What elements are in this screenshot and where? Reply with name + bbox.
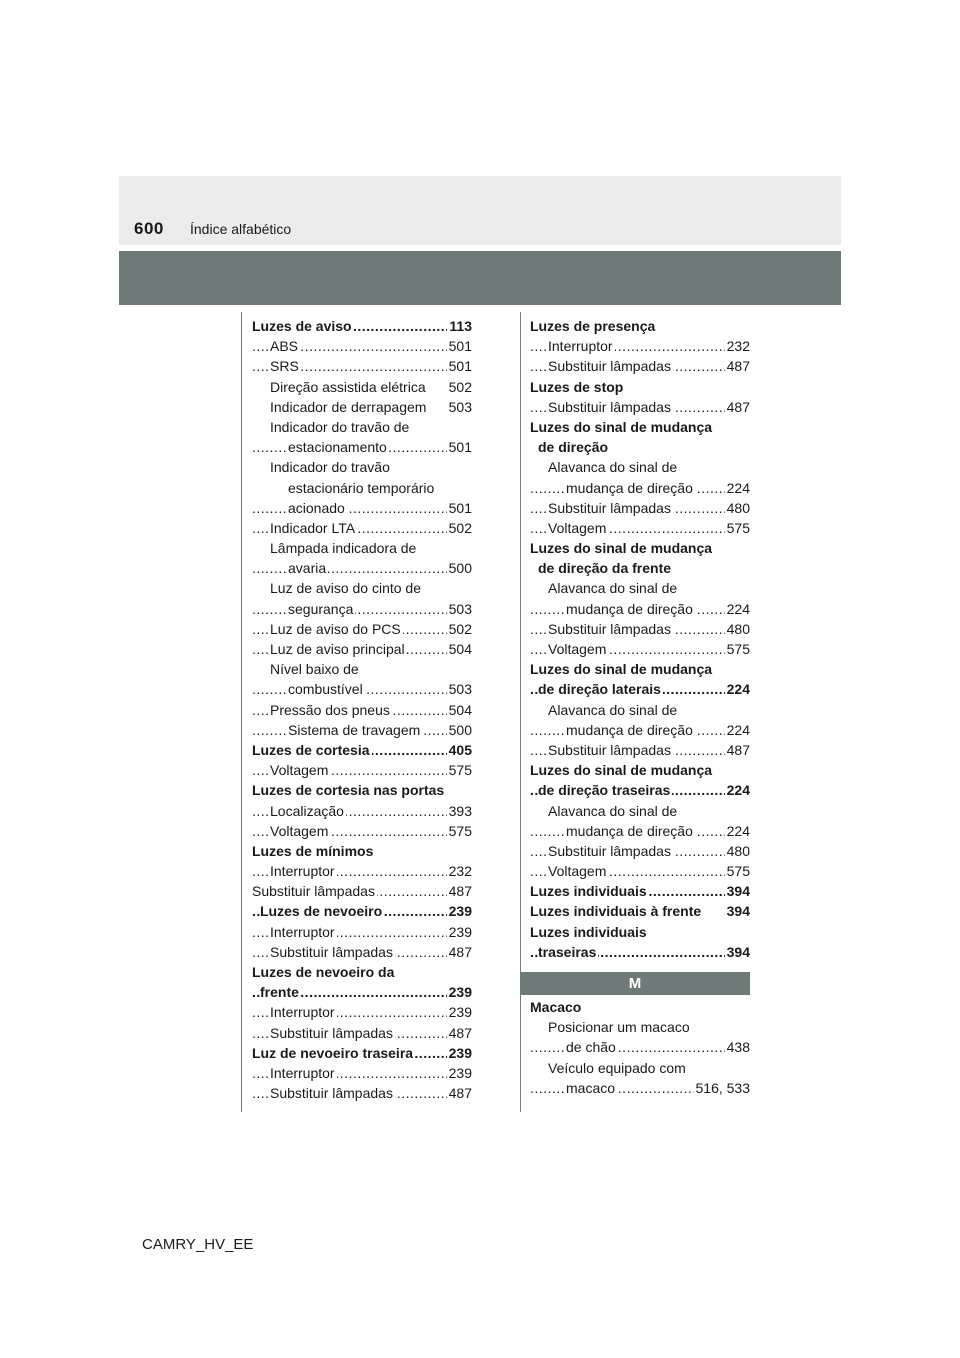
index-sub-entry <box>252 720 472 740</box>
index-sub-entry <box>252 1063 472 1083</box>
index-sub-entry <box>252 760 472 780</box>
entry-text: Veículo equipado com <box>548 1059 686 1076</box>
entry-text: Nível baixo de <box>270 661 359 678</box>
entry-text: SRS <box>270 358 299 375</box>
index-sub-entry <box>252 821 472 841</box>
index-sub-entry <box>252 377 472 397</box>
index-sub-entry <box>252 619 472 639</box>
index-heading-entry <box>530 377 750 397</box>
entry-page-number: 480 <box>725 498 750 518</box>
entry-page-number: 501 <box>447 336 472 356</box>
entry-text: Interruptor <box>270 1064 335 1081</box>
entry-page-number: 393 <box>447 801 472 821</box>
entry-text: Luzes de presença <box>530 318 656 334</box>
entry-text: segurança <box>288 600 354 617</box>
entry-text: Luzes individuais à frente <box>530 903 702 920</box>
entry-page-number: 487 <box>447 942 472 962</box>
right-index-column <box>530 316 750 1098</box>
index-sub-entry <box>252 578 472 598</box>
entry-text: Direção assistida elétrica <box>270 378 426 395</box>
index-heading-entry <box>530 901 750 921</box>
left-index-column <box>252 316 472 1103</box>
index-sub-entry <box>252 478 472 498</box>
entry-text: Interruptor <box>548 338 613 355</box>
entry-text: Luzes do sinal de mudança <box>530 418 713 435</box>
index-sub-entry <box>530 356 750 376</box>
entry-text: Indicador LTA <box>270 519 356 536</box>
index-sub-entry <box>252 558 472 578</box>
entry-text: Luzes do sinal de mudança <box>530 762 713 779</box>
entry-text: mudança de direção <box>566 721 693 738</box>
entry-text: Substituir lâmpadas <box>270 1024 393 1041</box>
entry-page-number: 504 <box>447 639 472 659</box>
index-sub-entry <box>252 397 472 417</box>
entry-page-number: 405 <box>447 740 472 760</box>
entry-text: estacionamento <box>288 439 387 456</box>
index-sub-entry <box>252 659 472 679</box>
entry-page-number: 504 <box>447 700 472 720</box>
index-sub-entry <box>252 700 472 720</box>
entry-text: Luzes de aviso <box>252 318 352 334</box>
index-sub-entry <box>252 457 472 477</box>
entry-page-number: 239 <box>447 1002 472 1022</box>
entry-text: Sistema de travagem <box>288 721 421 738</box>
entry-text: Voltagem <box>270 822 329 839</box>
entry-text: Substituir lâmpadas <box>548 358 671 375</box>
index-sub-entry <box>252 1002 472 1022</box>
index-heading-entry <box>530 760 750 780</box>
index-sub-entry <box>252 356 472 376</box>
entry-text: Luzes de nevoeiro <box>260 903 383 920</box>
entry-text: Substituir lâmpadas <box>270 943 393 960</box>
index-heading-entry <box>530 417 750 437</box>
entry-page-number: 224 <box>725 821 750 841</box>
entry-page-number: 224 <box>725 780 750 800</box>
index-sub-entry <box>252 538 472 558</box>
entry-page-number: 503 <box>447 679 472 699</box>
index-heading-entry <box>530 316 750 336</box>
index-sub-entry <box>530 639 750 659</box>
entry-text: Interruptor <box>270 1004 335 1021</box>
entry-text: de direção traseiras <box>538 782 671 799</box>
entry-text: de direção da frente <box>538 560 672 577</box>
entry-text: Voltagem <box>548 519 607 536</box>
index-heading-entry <box>252 740 472 760</box>
index-heading-entry <box>530 942 750 962</box>
entry-page-number: 575 <box>725 518 750 538</box>
index-heading-entry <box>252 316 472 336</box>
index-sub-entry <box>530 578 750 598</box>
entry-page-number: 503 <box>447 397 472 417</box>
index-sub-entry <box>252 679 472 699</box>
index-sub-entry <box>530 457 750 477</box>
entry-page-number: 480 <box>725 619 750 639</box>
entry-text: Luzes de cortesia <box>252 741 370 758</box>
index-sub-entry <box>252 1023 472 1043</box>
entry-page-number: 239 <box>447 922 472 942</box>
entry-page-number: 575 <box>447 821 472 841</box>
entry-text: traseiras <box>538 943 597 960</box>
entry-page-number: 394 <box>725 901 750 921</box>
entry-page-number: 224 <box>725 679 750 699</box>
index-heading-entry <box>530 679 750 699</box>
entry-text: Luz de aviso principal <box>270 641 405 657</box>
entry-text: Macaco <box>530 999 582 1015</box>
entry-page-number: 232 <box>725 336 750 356</box>
entry-text: Pressão dos pneus <box>270 701 390 718</box>
index-sub-entry <box>252 942 472 962</box>
index-heading-entry <box>530 922 750 942</box>
index-sub-entry <box>530 1017 750 1037</box>
entry-text: mudança de direção <box>566 600 693 617</box>
entry-page-number: 239 <box>447 982 472 1002</box>
entry-text: avaria <box>288 560 327 577</box>
entry-text: Voltagem <box>548 641 607 657</box>
index-sub-entry <box>530 1078 750 1098</box>
entry-page-number: 487 <box>725 356 750 376</box>
section-title: Índice alfabético <box>190 221 292 237</box>
index-heading-entry <box>252 1043 472 1063</box>
entry-text: de direção <box>538 439 609 456</box>
left-column-rule <box>241 312 242 1112</box>
entry-text: Indicador do travão de <box>270 418 410 435</box>
index-letter-heading: M <box>520 972 750 995</box>
index-sub-entry <box>252 336 472 356</box>
entry-text: Alavanca do sinal de <box>548 580 678 597</box>
index-heading-entry <box>252 841 472 861</box>
entry-page-number: 239 <box>447 1063 472 1083</box>
page-number: 600 <box>134 219 164 238</box>
index-sub-entry <box>252 599 472 619</box>
entry-text: combustível <box>288 681 363 698</box>
entry-text: Luzes de nevoeiro da <box>252 964 395 980</box>
entry-page-number: 501 <box>447 498 472 518</box>
index-sub-entry <box>530 619 750 639</box>
index-sub-entry <box>252 1083 472 1103</box>
entry-page-number: 575 <box>725 861 750 881</box>
entry-page-number: 487 <box>725 397 750 417</box>
entry-text: Posicionar um macaco <box>548 1019 690 1036</box>
entry-page-number: 224 <box>725 720 750 740</box>
entry-text: Luzes de stop <box>530 378 624 395</box>
index-heading-entry <box>252 962 472 982</box>
entry-text: Luzes do sinal de mudança <box>530 661 713 678</box>
footer-code: CAMRY_HV_EE <box>142 1236 254 1253</box>
entry-page-number: 480 <box>725 841 750 861</box>
entry-text: Substituir lâmpadas <box>270 1085 393 1102</box>
entry-text: acionado <box>288 499 345 516</box>
entry-page-number: 501 <box>447 437 472 457</box>
index-sub-entry <box>530 720 750 740</box>
entry-text: Luzes de mínimos <box>252 842 374 859</box>
entry-page-number: 239 <box>447 901 472 921</box>
entry-text: Luzes individuais <box>530 883 647 900</box>
index-heading-entry <box>530 659 750 679</box>
entry-page-number: 394 <box>725 881 750 901</box>
entry-text: macaco <box>566 1079 616 1096</box>
index-sub-entry <box>530 336 750 356</box>
index-sub-entry <box>530 478 750 498</box>
entry-text: Luzes de cortesia nas portas <box>252 782 445 799</box>
index-sub-entry <box>530 700 750 720</box>
index-sub-entry <box>252 922 472 942</box>
index-sub-entry <box>252 861 472 881</box>
index-sub-entry <box>530 841 750 861</box>
index-sub-entry <box>530 1058 750 1078</box>
entry-page-number: 487 <box>725 740 750 760</box>
entry-text: mudança de direção <box>566 479 693 496</box>
entry-page-number: 501 <box>447 356 472 376</box>
entry-text: Localização <box>270 802 344 819</box>
entry-page-number: 516, 533 <box>694 1078 751 1098</box>
index-heading-entry <box>530 881 750 901</box>
index-heading-entry <box>252 982 472 1002</box>
index-sub-entry <box>252 437 472 457</box>
entry-page-number: 224 <box>725 599 750 619</box>
entry-page-number: 232 <box>447 861 472 881</box>
entry-page-number: 500 <box>447 558 472 578</box>
entry-text: frente <box>260 984 299 1001</box>
entry-page-number: 502 <box>447 619 472 639</box>
entry-text: Interruptor <box>270 863 335 880</box>
entry-page-number: 113 <box>447 316 472 336</box>
entry-page-number: 575 <box>725 639 750 659</box>
entry-text: Luz de nevoeiro traseira <box>252 1044 414 1061</box>
entry-page-number: 487 <box>447 1023 472 1043</box>
index-sub-entry <box>530 821 750 841</box>
index-sub-entry <box>530 801 750 821</box>
entry-text: Luz de aviso do PCS <box>270 620 401 637</box>
entry-text: Alavanca do sinal de <box>548 802 678 819</box>
index-sub-entry <box>530 1037 750 1057</box>
index-heading-entry <box>530 997 750 1017</box>
entry-text: mudança de direção <box>566 822 693 839</box>
index-heading-entry <box>530 437 750 457</box>
index-sub-entry <box>252 498 472 518</box>
entry-text: Substituir lâmpadas <box>548 620 671 637</box>
entry-text: Indicador do travão <box>270 459 390 476</box>
index-sub-entry <box>252 518 472 538</box>
entry-text: Substituir lâmpadas <box>548 398 671 415</box>
index-sub-entry <box>530 518 750 538</box>
index-sub-entry <box>252 801 472 821</box>
index-sub-entry <box>530 861 750 881</box>
entry-text: Substituir lâmpadas <box>548 842 671 859</box>
entry-page-number: 502 <box>447 518 472 538</box>
entry-page-number: 239 <box>447 1043 472 1063</box>
index-sub-entry <box>530 498 750 518</box>
entry-page-number: 500 <box>447 720 472 740</box>
index-sub-entry <box>530 740 750 760</box>
entry-text: Substituir lâmpadas <box>548 499 671 516</box>
entry-page-number: 503 <box>447 599 472 619</box>
entry-text: Interruptor <box>270 923 335 940</box>
entry-text: Luzes do sinal de mudança <box>530 540 713 557</box>
index-sub-entry <box>252 881 472 901</box>
entry-text: Lâmpada indicadora de <box>270 540 417 557</box>
entry-text: Luz de aviso do cinto de <box>270 580 421 597</box>
index-heading-entry <box>252 901 472 921</box>
entry-text: Substituir lâmpadas <box>548 741 671 758</box>
entry-text: de direção laterais <box>538 681 661 698</box>
entry-page-number: 224 <box>725 478 750 498</box>
entry-page-number: 502 <box>447 377 472 397</box>
entry-text: Indicador de derrapagem <box>270 398 427 415</box>
index-heading-entry <box>530 780 750 800</box>
index-sub-entry <box>530 397 750 417</box>
index-heading-entry <box>530 538 750 558</box>
index-sub-entry <box>252 417 472 437</box>
entry-page-number: 438 <box>725 1037 750 1057</box>
entry-page-number: 394 <box>725 942 750 962</box>
index-sub-entry <box>530 599 750 619</box>
index-heading-entry <box>530 558 750 578</box>
entry-text: estacionário temporário <box>288 479 435 496</box>
entry-text: de chão <box>566 1039 616 1056</box>
entry-text: ABS <box>270 338 299 355</box>
entry-text: Alavanca do sinal de <box>548 701 678 718</box>
entry-text: Substituir lâmpadas <box>252 883 375 900</box>
entry-page-number: 487 <box>447 881 472 901</box>
entry-page-number: 575 <box>447 760 472 780</box>
entry-text: Alavanca do sinal de <box>548 459 678 476</box>
entry-text: Voltagem <box>270 762 329 779</box>
entry-page-number: 487 <box>447 1083 472 1103</box>
entry-text: Voltagem <box>548 863 607 880</box>
entry-text: Luzes individuais <box>530 923 647 940</box>
index-heading-entry <box>252 780 472 800</box>
index-sub-entry <box>252 639 472 659</box>
title-bar <box>119 251 841 305</box>
